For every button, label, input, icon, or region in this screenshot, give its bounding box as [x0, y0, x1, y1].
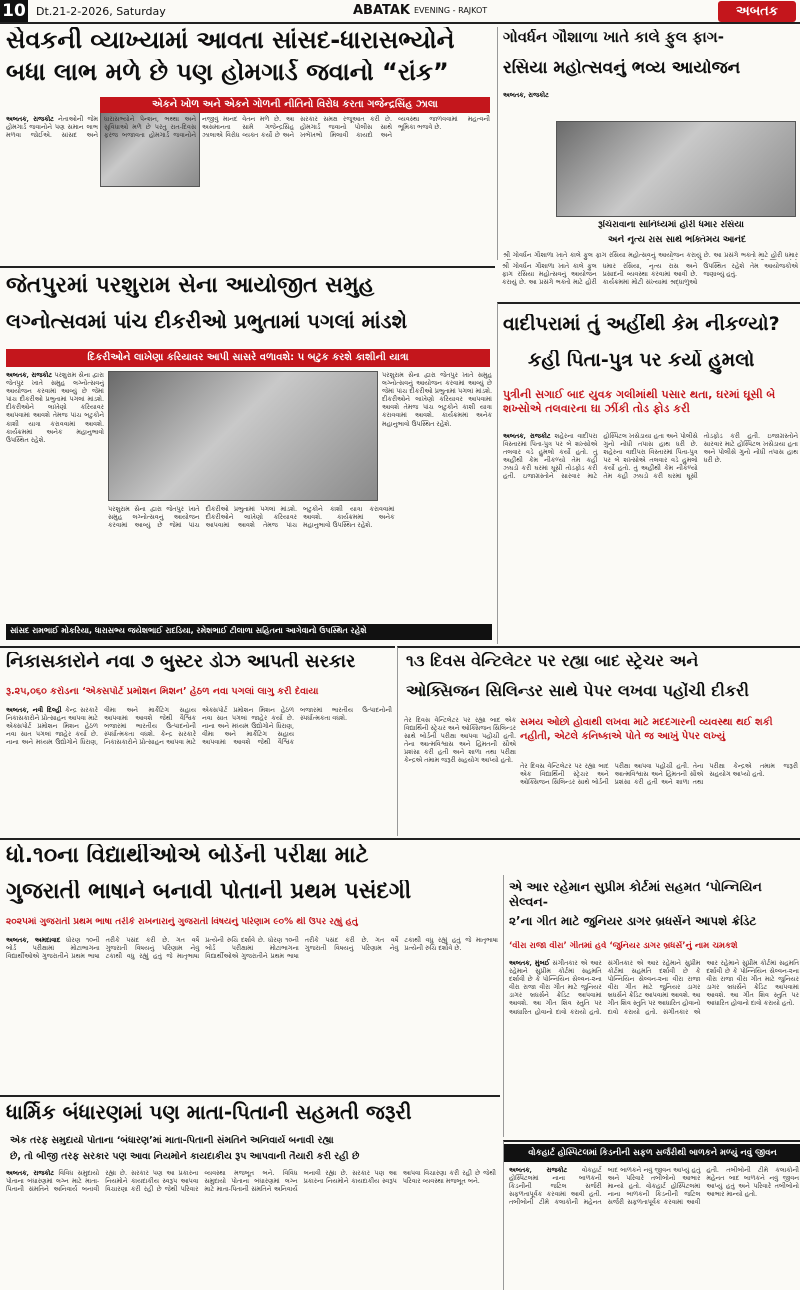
article-body	[6, 115, 490, 260]
article-body-col2	[108, 505, 492, 620]
article-text: વિવિધ સમુદાયો પોતાના બંધારણમાં લગ્ન માટે માતા-પિતાની સંમતિને અનિવાર્ય બનાવી રહ્યા છે. સરકાર પણ આ પ્રકારના નિયમોને કાયદાકીય સ્વરૂપ આપવા વિચારણા કરી રહી છે જેથી પરિવાર વ્યવસ્થા મજબૂત બને.	[6, 1169, 275, 1194]
headline: નિકાસકારોને નવા ૭ બુસ્ટર ડોઝ આપતી સરકાર	[6, 652, 356, 672]
subheadline: ‘વીરા રાજા વીરા’ ગીતમાં હવે ‘જુનિયર ડાગર બ્રધર્સ’નું નામ ચમકશે	[509, 941, 738, 951]
headline-line-2: ૨’ના ગીત માટે જુનિયર ડાગર બ્રધર્સને આપશે ક્રેડિટ	[509, 915, 757, 928]
headline-line-2: ગુજરાતી ભાષાને બનાવી પોતાની પ્રથમ પસંદગી	[6, 880, 412, 904]
subheadline: સમય ઓછો હોવાથી લખવા માટે મદદગારની વ્યવસ્થા થઈ શકી નહીતી, એટલે કનિષ્કાએ પોતે જ આખું પેપર લખ્યું	[520, 717, 773, 742]
headline-line-1: સેવકની વ્યાખ્યામાં આવતા સાંસદ-ધારાસભ્યોને	[6, 27, 455, 54]
article-body	[503, 432, 798, 642]
article-body	[509, 959, 799, 1135]
story-wockhardt	[503, 1140, 800, 1290]
headline-line-1: ધો.૧૦ના વિદ્યાર્થીઓએ બોર્ડની પરીક્ષા માટે	[6, 844, 369, 868]
article-text-continued: વોકહાર્ટ હોસ્પિટલમાં નાના બાળકની કિડનીની જટિલ સર્જરી સફળતાપૂર્વક કરવામાં આવી હતી. તબીબોની ટીમે કલાકોની મહેનત બાદ બાળકને નવું જીવન આપ્યું હતું અને પરિવારે તબીબોનો આભાર માન્યો હતો.	[607, 1166, 799, 1207]
article-text: પરશુરામ સેના દ્વારા જેતપુર ખાતે સમુહ લગ્નોત્સવનું આયોજન કરવામાં આવ્યું છે જેમાં પાંચ દીકરીઓ પ્રભુતામાં પગલાં માંડશે. દીકરીઓને લાખેણો કરિયાવર આપવામાં આવશે તેમજ પાંચ બટુકોને કાશી યાત્રા કરાવવામાં આવશે. કાર્યક્રમમાં અનેક મહાનુભાવો ઉપસ્થિત રહેશે.	[6, 371, 104, 444]
article-text: શ્રી ગોવર્ધન ગૌશાળા ખાતે કાલે ફુલ ફાગ રસિયા મહોત્સવનું આયોજન કરાયું છે. આ પ્રસંગે ભક્તો માટે હોરી ધમાર	[503, 251, 798, 259]
article-body-left	[404, 716, 516, 836]
masthead	[0, 0, 800, 24]
article-text: સંગીતકાર એ આર રહેમાને સુપ્રીમ કોર્ટમાં સહમતિ દર્શાવી છે કે પોન્નિયિન સેલ્વન-૨ના વીરા રાજા વીરા ગીત માટે જુનિયર ડાગર બ્રધર્સને ક્રેડિટ આપવામાં આવશે. આ ગીત શિવ સ્તુતિ પર આધારિત હોવાનો દાવો કરાયો હતો.	[509, 959, 602, 1016]
headline-line-1: એ આર રહેમાન સુપ્રીમ કોર્ટમાં સહમત ‘પોન્નિયિન સેલ્વન-	[509, 879, 762, 909]
headline-line-1: ૧૩ દિવસ વેન્ટિલેટર પર રહ્યા બાદ સ્ટ્રેચર અને	[406, 652, 699, 670]
article-text-continued: ધોરણ ૧૦ની બોર્ડ પરીક્ષામાં મોટાભાગના વિદ્યાર્થીઓએ ગુજરાતીને પ્રથમ ભાષા તરીકે પસંદ કરી છે. ગત વર્ષે ગુજરાતી વિષયનું પરિણામ નેવું ટકાથી વધુ રહ્યું હતું જે માતૃભાષા પ્રત્યેની રુચિ દર્શાવે છે.	[205, 936, 498, 961]
article-text-side: પરશુરામ સેના દ્વારા જેતપુર ખાતે સમુહ લગ્નોત્સવનું આયોજન કરવામાં આવ્યું છે જેમાં પાંચ દીકરીઓ પ્રભુતામાં પગલાં માંડશે. દીકરીઓને લાખેણો કરિયાવર આપવામાં આવશે તેમજ પાંચ બટુકોને કાશી યાત્રા કરાવવામાં આવશે. કાર્યક્રમમાં અનેક મહાનુભાવો ઉપસ્થિત રહેશે.	[382, 371, 492, 428]
goshala-continued	[502, 262, 798, 300]
headline-line-1: વાદીપરામાં તું અહીંથી કેમ નીકળ્યો?	[503, 314, 780, 335]
subheadline-line-2: છે, તો બીજી તરફ સરકાર પણ આવા નિયમોને કાયદાકીય રૂપ આપવાની તૈયારી કરી રહી છે	[10, 1151, 360, 1162]
subheadline: એકને ખોળ અને એકને ગોળની નીતિનો વિરોધ કરતા ગજેન્દ્રસિંહ ઝાલા	[100, 97, 490, 113]
article-body	[6, 706, 392, 836]
story-exporters	[0, 646, 395, 836]
dateline: અબતક, રાજકોટ	[6, 115, 54, 123]
story-homeguard	[0, 27, 495, 260]
article-text-more: સંગીતકાર એ આર રહેમાને સુપ્રીમ કોર્ટમાં સહમતિ દર્શાવી છે કે પોન્નિયિન સેલ્વન-૨ના વીરા રાજા વીરા ગીત માટે જુનિયર ડાગર બ્રધર્સને ક્રેડિટ આપવામાં આવશે. આ ગીત શિવ સ્તુતિ પર આધારિત હોવાનો દાવો કરાયો હતો.	[662, 959, 799, 1016]
article-text-continued: શ્રી ગોવર્ધન ગૌશાળા ખાતે કાલે ફુલ ફાગ રસિયા મહોત્સવનું આયોજન કરાયું છે. આ પ્રસંગે ભક્તો માટે હોરી ધમાર રસિયા, નૃત્ય રાસ અને પ્રસાદની વ્યવસ્થા કરવામાં આવી છે. કાર્યક્રમમાં મોટી સંખ્યામાં શ્રદ્ધાળુઓ ઉપસ્થિત રહેશે તેમ આયોજકોએ જણાવ્યું હતું.	[502, 262, 798, 287]
news-photo-group	[556, 121, 796, 217]
page-number: 10	[0, 0, 28, 22]
article-text-continued: વિવિધ સમુદાયો પોતાના બંધારણમાં લગ્ન માટે માતા-પિતાની સંમતિને અનિવાર્ય બનાવી રહ્યા છે. સરકાર પણ આ પ્રકારના નિયમોને કાયદાકીય સ્વરૂપ આપવા વિચારણા કરી રહી છે જેથી પરિવાર વ્યવસ્થા મજબૂત બને.	[204, 1169, 496, 1194]
dateline: અબતક, અમદાવાદ	[6, 936, 61, 944]
article-body-col3	[382, 371, 492, 501]
story-parental-consent	[0, 1095, 500, 1290]
news-photo-group	[108, 371, 378, 501]
story-goshala	[497, 27, 800, 260]
issue-date: Dt.21-2-2026, Saturday	[36, 5, 166, 18]
brand-logo: અબતક	[718, 1, 796, 22]
dateline: અબતક, મુંબઈ	[509, 959, 550, 967]
headline-line-2: બધા લાભ મળે છે પણ હોમગાર્ડ જવાનો “રાંક”	[6, 59, 449, 86]
headline-line-2: કહી પિતા-પુત્ર પર કર્યો હુમલો	[528, 350, 755, 371]
article-text: નેતાઓની જેમ હોમગાર્ડ જવાનોને પણ સમાન લાભ મળવા જોઈએ. સાંસદ અને ધારાસભ્યોને પેન્શન, ભથ્થા અને સુવિધાઓ મળે છે પરંતુ રાત-દિવસ ફરજ બજાવતા હોમગાર્ડ જવાનોને નજીવું માનદ વેતન મળે છે. આ અસમાનતા સામે ગજેન્દ્રસિંહ ઝાલાએ વિરોધ વ્યક્ત કર્યો છે અને સરકાર સમક્ષ રજૂઆત કરી છે. હોમગાર્ડ જવાનો પોલીસ સાથે ખભેખભો મિલાવી કાયદો અને વ્યવસ્થા જાળવવામાં મહત્વની ભૂમિકા ભજવે છે.	[6, 115, 490, 140]
edition-label: EVENING - RAJKOT	[414, 6, 488, 15]
subheadline-line-1: એક તરફ સમુદાયો પોતાના ‘બંધારણ’માં માતા-પિતાની સંમતિને અનિવાર્ય બનાવી રહ્યા	[10, 1135, 334, 1146]
article-body-col1	[6, 371, 104, 621]
headline: ધાર્મિક બંધારણમાં પણ માતા-પિતાની સહમતી જરૂરી	[6, 1101, 412, 1124]
article-text-continued: શહેરના વાદીપરા વિસ્તારમાં પિતા-પુત્ર પર બે શખ્સોએ તલવાર વડે હુમલો કર્યો હતો. તું અહીંથી કેમ નીકળ્યો તેમ કહી ઝઘડો કરી ઘરમાં ઘૂસી તોડફોડ કરી હતી. ઇજાગ્રસ્તોને સારવાર માટે હોસ્પિટલ ખસેડાયા હતા અને પોલીસે ગુનો નોંધી તપાસ હાથ ધરી છે.	[603, 432, 798, 481]
headline-line-1: જેતપુરમાં પરશુરામ સેના આયોજીત સમુહ	[6, 274, 375, 298]
story-ventilator	[397, 646, 800, 836]
story-vadipara	[497, 302, 800, 644]
subheadline: રૂ.૨૫,૦૬૦ કરોડના ‘એક્સપોર્ટ પ્રમોશન મિશન’ હેઠળ નવા પગલાં લાગુ કરી દેવાયા	[6, 686, 319, 697]
article-body-right	[520, 762, 798, 836]
article-text-continued: પરશુરામ સેના દ્વારા જેતપુર ખાતે સમુહ લગ્નોત્સવનું આયોજન કરવામાં આવ્યું છે જેમાં પાંચ દીકરીઓ પ્રભુતામાં પગલાં માંડશે. દીકરીઓને લાખેણો કરિયાવર આપવામાં આવશે તેમજ પાંચ બટુકોને કાશી યાત્રા કરાવવામાં આવશે. કાર્યક્રમમાં અનેક મહાનુભાવો ઉપસ્થિત રહેશે.	[108, 505, 395, 530]
article-text: તેર દિવસ વેન્ટિલેટર પર રહ્યા બાદ એક વિદ્યાર્થિની સ્ટ્રેચર અને ઓક્સિજન સિલિન્ડર સાથે બોર્ડની પરીક્ષા આપવા પહોંચી હતી. તેના આત્મવિશ્વાસ અને હિંમતની સૌએ પ્રશંસા કરી હતી અને શાળા તથા પરીક્ષા કેન્દ્રએ તમામ જરૂરી સહયોગ આપ્યો હતો.	[404, 716, 516, 765]
article-body	[6, 936, 498, 1048]
article-body	[509, 1166, 799, 1290]
article-text-continued: કેન્દ્ર સરકારે નિકાસકારોને પ્રોત્સાહન આપવા માટે એક્સપોર્ટ પ્રમોશન મિશન હેઠળ નવા સાત પગલાં જાહેર કર્યા છે. નાના અને મધ્યમ ઉદ્યોગોને ધિરાણ, વીમા અને માર્કેટિંગ સહાય આપવામાં આવશે જેથી વૈશ્વિક બજારમાં ભારતીય ઉત્પાદનોની સ્પર્ધાત્મકતા વધશે.	[104, 706, 392, 747]
dateline: અબતક, રાજકોટ	[509, 1166, 568, 1174]
article-text-continued: સંગીતકાર એ આર રહેમાને સુપ્રીમ કોર્ટમાં સહમતિ દર્શાવી છે કે પોન્નિયિન સેલ્વન-૨ના વીરા રાજા વીરા ગીત માટે જુનિયર ડાગર બ્રધર્સને ક્રેડિટ આપવામાં આવશે. આ ગીત શિવ સ્તુતિ પર આધારિત હોવાનો દાવો કરાયો હતો.	[607, 959, 701, 1016]
headline-line-1: ગોવર્ધન ગૌશાળા ખાતે કાલે ફુલ ફાગ-	[503, 29, 724, 46]
subheadline: પુત્રીની સગાઈ બાદ યુવક ગલીમાંથી પસાર થતા, ઘરમાં ઘૂસી બે શખ્સોએ તલવારના ઘા ઝીંકી તોડ ફોડ કરી	[503, 388, 776, 415]
dateline: અબતક, રાજકોટ	[6, 1169, 55, 1177]
article-text: વોકહાર્ટ હોસ્પિટલમાં નાના બાળકની કિડનીની જટિલ સર્જરી સફળતાપૂર્વક કરવામાં આવી હતી. તબીબોની ટીમે કલાકોની મહેનત બાદ બાળકને નવું જીવન આપ્યું હતું અને પરિવારે તબીબોનો આભાર માન્યો હતો.	[509, 1166, 701, 1207]
dateline: અબતક, નવી દિલ્હી	[6, 706, 62, 714]
dateline: અબતક, રાજકોટ	[503, 91, 549, 99]
headline: વોકહાર્ટ હોસ્પિટલમાં કિડનીની સફળ સર્જરીથી બાળકને મળ્યું નવું જીવન	[504, 1144, 800, 1162]
article-text-continued: તેર દિવસ વેન્ટિલેટર પર રહ્યા બાદ એક વિદ્યાર્થિની સ્ટ્રેચર અને ઓક્સિજન સિલિન્ડર સાથે બોર્ડની પરીક્ષા આપવા પહોંચી હતી. તેના આત્મવિશ્વાસ અને હિંમતની સૌએ પ્રશંસા કરી હતી અને શાળા તથા પરીક્ષા કેન્દ્રએ તમામ જરૂરી સહયોગ આપ્યો હતો.	[520, 762, 798, 787]
photo-caption-2: અને નૃત્ય રાસ સાથે ભક્તિમય આનંદ	[608, 235, 747, 245]
article-body-left	[503, 91, 553, 219]
dateline: અબતક, રાજકોટ	[503, 432, 551, 440]
headline-line-2: રસિયા મહોત્સવનું ભવ્ય આયોજન	[503, 59, 741, 78]
photo-caption: સાંસદ રામભાઈ મોકરિયા, ધારાસભ્ય જયેશભાઈ રાદડિયા, રમેશભાઈ ટીલાળા સહિતના આગેવાનો ઉપસ્થિત રહેશે	[6, 624, 492, 640]
subheadline: ૨૦૨૫માં ગુજરાતી પ્રથમ ભાષા તરીકે રાખનારાનું ગુજરાતી વિષયનું પરિણામ ૯૦% થી ઉપર રહ્યું હતું	[6, 917, 358, 927]
story-ar-rahman	[503, 875, 800, 1137]
headline-line-2: ઓક્સિજન સિલિન્ડર સાથે પેપર લખવા પહોંચી દીકરી	[406, 682, 749, 700]
article-text: ધોરણ ૧૦ની બોર્ડ પરીક્ષામાં મોટાભાગના વિદ્યાર્થીઓએ ગુજરાતીને પ્રથમ ભાષા તરીકે પસંદ કરી છે. ગત વર્ષે ગુજરાતી વિષયનું પરિણામ નેવું ટકાથી વધુ રહ્યું હતું જે માતૃભાષા પ્રત્યેની રુચિ દર્શાવે છે.	[6, 936, 265, 961]
subheadline: દિકરીઓને લાખેણા કરિયાવર આપી સાસરે વળાવશે: ૫ બટુક કરશે કાશીની યાત્રા	[6, 349, 490, 367]
article-body	[6, 1169, 496, 1289]
dateline: અબતક, રાજકોટ	[6, 371, 53, 379]
photo-caption-1: રૂચિરાવાના સાનિધ્યમાં હોરી ધમાર રસિયા	[598, 220, 744, 230]
article-text: કેન્દ્ર સરકારે નિકાસકારોને પ્રોત્સાહન આપવા માટે એક્સપોર્ટ પ્રમોશન મિશન હેઠળ નવા સાત પગલાં જાહેર કર્યા છે. નાના અને મધ્યમ ઉદ્યોગોને ધિરાણ, વીમા અને માર્કેટિંગ સહાય આપવામાં આવશે જેથી વૈશ્વિક બજારમાં ભારતીય ઉત્પાદનોની સ્પર્ધાત્મકતા વધશે.	[6, 706, 196, 747]
headline-line-2: લગ્નોત્સવમાં પાંચ દીકરીઓ પ્રભુતામાં પગલાં માંડશે	[6, 310, 408, 333]
paper-name: ABATAK	[352, 3, 410, 18]
story-jetpur	[0, 266, 495, 644]
article-text: શહેરના વાદીપરા વિસ્તારમાં પિતા-પુત્ર પર બે શખ્સોએ તલવાર વડે હુમલો કર્યો હતો. તું અહીંથી કેમ નીકળ્યો તેમ કહી ઝઘડો કરી ઘરમાં ઘૂસી તોડફોડ કરી હતી. ઇજાગ્રસ્તોને સારવાર માટે હોસ્પિટલ ખસેડાયા હતા અને પોલીસે ગુનો નોંધી તપાસ હાથ ધરી છે.	[503, 432, 698, 481]
